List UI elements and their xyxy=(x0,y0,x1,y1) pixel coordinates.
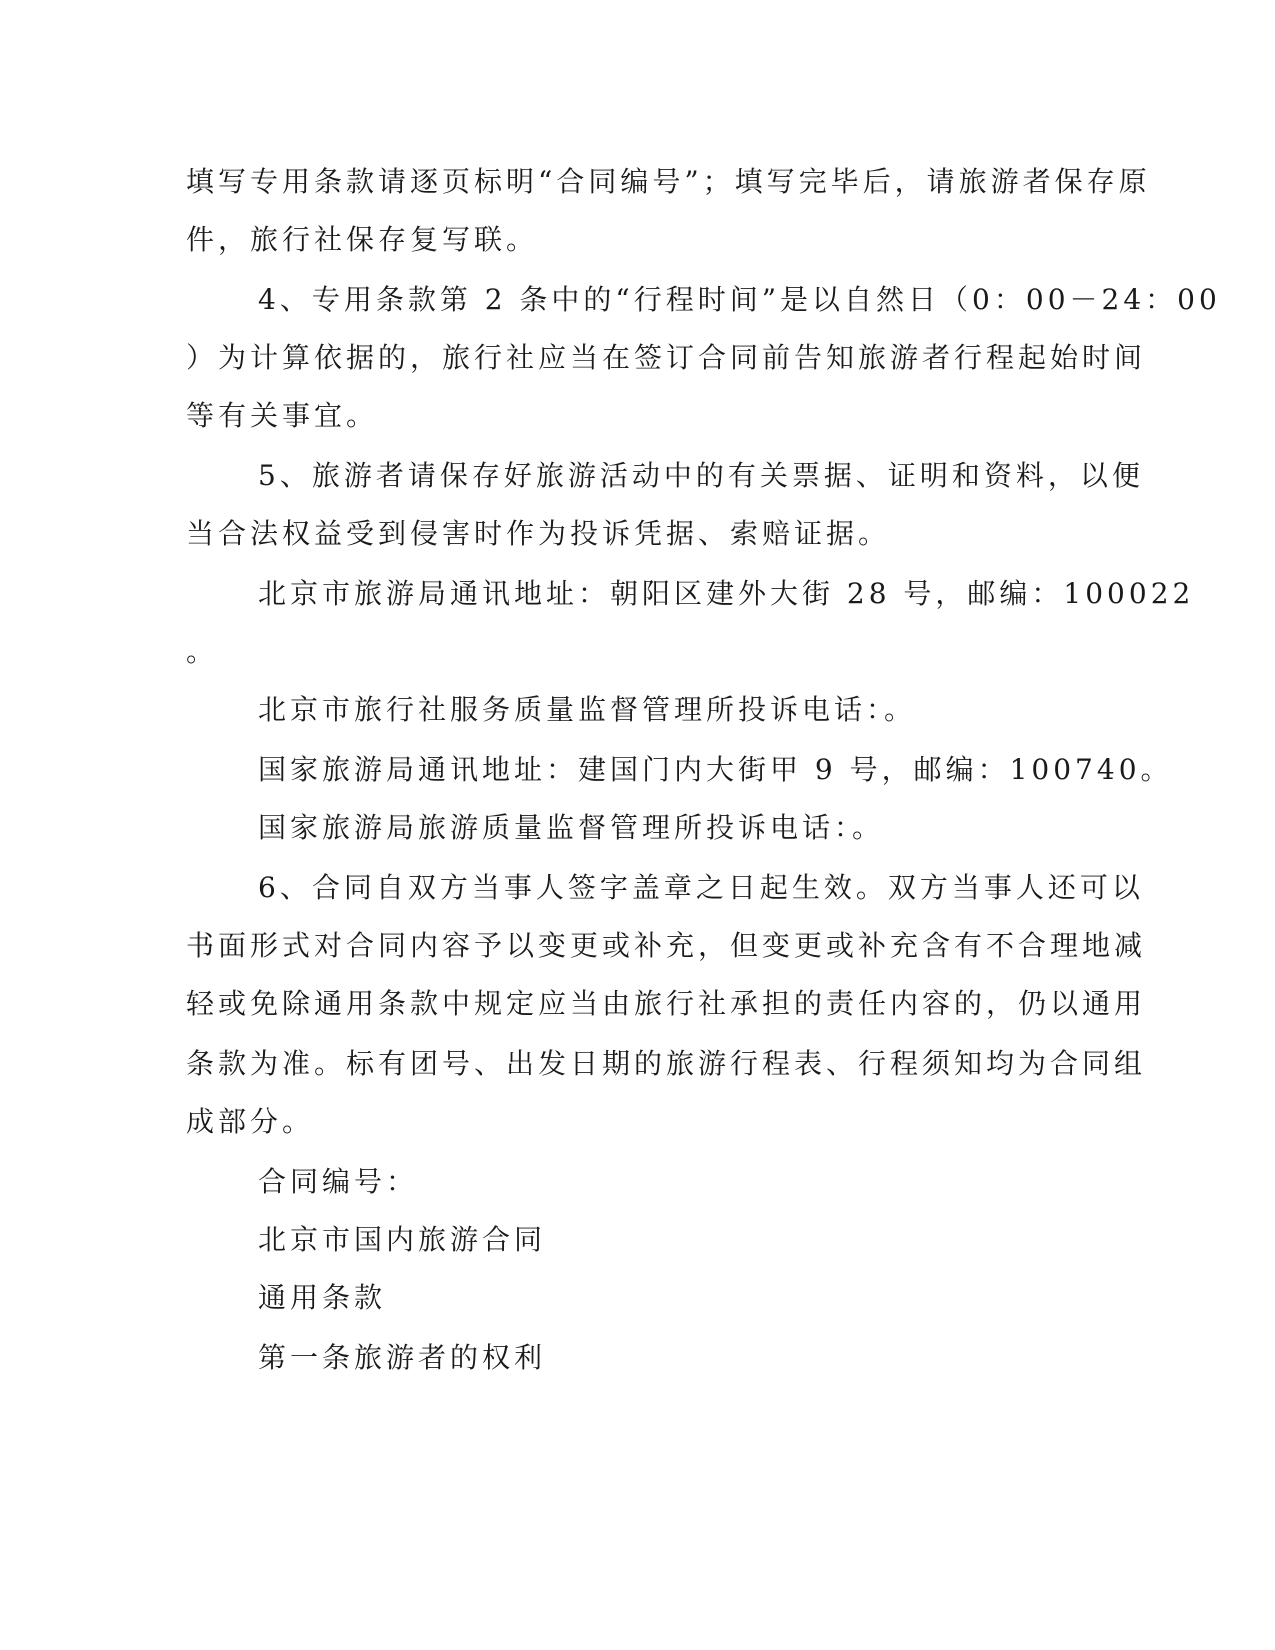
text-line-21: 第一条旅游者的权利 xyxy=(258,1341,547,1374)
text-line-12: 国家旅游局旅游质量监督管理所投诉电话：。 xyxy=(258,811,885,844)
text-line-7: 当合法权益受到侵害时作为投诉凭据、索赔证据。 xyxy=(186,517,891,550)
text-line-9: 。 xyxy=(186,635,219,668)
text-line-8: 北京市旅游局通讯地址：朝阳区建外大街 28 号，邮编：100022 xyxy=(258,577,1195,610)
text-line-3: 4、专用条款第 2 条中的“行程时间”是以自然日（0：00－24：00 xyxy=(258,283,1221,316)
text-line-5: 等有关事宜。 xyxy=(186,399,379,432)
text-line-13: 6、合同自双方当事人签字盖章之日起生效。双方当事人还可以 xyxy=(258,871,1144,904)
text-line-16: 条款为准。标有团号、出发日期的旅游行程表、行程须知均为合同组 xyxy=(186,1047,1147,1080)
text-line-20: 通用条款 xyxy=(258,1281,387,1314)
text-line-2: 件，旅行社保存复写联。 xyxy=(186,223,539,256)
text-line-11: 国家旅游局通讯地址：建国门内大街甲 9 号，邮编：100740。 xyxy=(258,753,1173,786)
text-line-1: 填写专用条款请逐页标明“合同编号”；填写完毕后，请旅游者保存原 xyxy=(186,165,1151,198)
text-line-18: 合同编号： xyxy=(258,1165,419,1198)
text-line-14: 书面形式对合同内容予以变更或补充，但变更或补充含有不合理地减 xyxy=(186,929,1147,962)
text-line-17: 成部分。 xyxy=(186,1105,315,1138)
text-line-4: ）为计算依据的，旅行社应当在签订合同前告知旅游者行程起始时间 xyxy=(186,341,1147,374)
text-line-15: 轻或免除通用条款中规定应当由旅行社承担的责任内容的，仍以通用 xyxy=(186,987,1147,1020)
text-line-10: 北京市旅行社服务质量监督管理所投诉电话：。 xyxy=(258,693,917,726)
text-line-6: 5、旅游者请保存好旅游活动中的有关票据、证明和资料，以便 xyxy=(258,459,1144,492)
text-line-19: 北京市国内旅游合同 xyxy=(258,1223,547,1256)
